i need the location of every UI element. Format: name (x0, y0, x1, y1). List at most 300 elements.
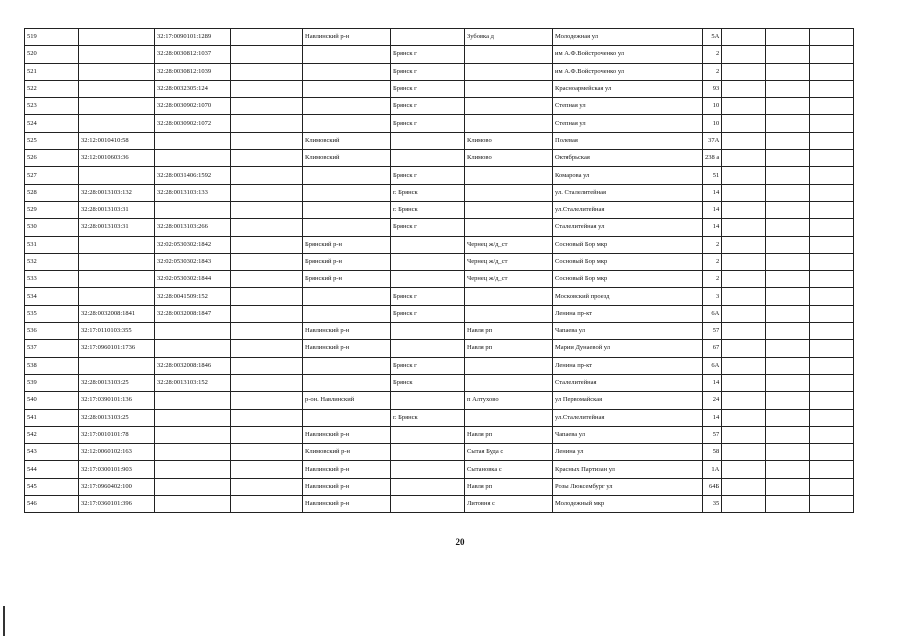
cell-empty (231, 374, 303, 391)
cell-settlement (465, 374, 553, 391)
cell-street: Марии Дунаевой ул (553, 340, 703, 357)
cell-empty (722, 426, 766, 443)
cell-district (303, 98, 391, 115)
cell-empty (231, 98, 303, 115)
cell-empty (722, 305, 766, 322)
cell-empty (810, 374, 854, 391)
cell-empty (231, 80, 303, 97)
cell-house: 2 (703, 236, 722, 253)
cell-empty (766, 236, 810, 253)
cell-cadastral-a (79, 80, 155, 97)
cell-street: Молодежный мкр (553, 496, 703, 513)
cell-cadastral-b: 32:28:0031406:1592 (155, 167, 231, 184)
cell-street: Ленина пр-кт (553, 305, 703, 322)
cell-city (391, 478, 465, 495)
cell-empty (810, 357, 854, 374)
cell-settlement (465, 63, 553, 80)
cell-street: Красных Партизан ул (553, 461, 703, 478)
table-row (25, 340, 854, 357)
table-row (25, 132, 854, 149)
cell-empty (810, 288, 854, 305)
cell-street: Октябрьская (553, 150, 703, 167)
cell-empty (231, 288, 303, 305)
cell-city: Брянск г (391, 357, 465, 374)
cell-empty (722, 496, 766, 513)
cell-cadastral-b (155, 461, 231, 478)
cell-empty (231, 132, 303, 149)
cell-settlement: Климово (465, 150, 553, 167)
cell-street: Розы Люксембург ул (553, 478, 703, 495)
table-row (25, 409, 854, 426)
cell-street: Чапаева ул (553, 426, 703, 443)
cell-city: Брянск г (391, 115, 465, 132)
cell-settlement: Климово (465, 132, 553, 149)
cell-cadastral-b: 32:02:0530302:1842 (155, 236, 231, 253)
cell-district: Навлинский р-н (303, 478, 391, 495)
cell-number: 541 (25, 409, 79, 426)
cell-cadastral-b (155, 496, 231, 513)
cell-house: 14 (703, 409, 722, 426)
cell-city (391, 132, 465, 149)
cell-street: Сосновый Бор мкр (553, 236, 703, 253)
cell-city (391, 461, 465, 478)
cell-district (303, 409, 391, 426)
table-row (25, 357, 854, 374)
cell-number: 542 (25, 426, 79, 443)
cell-cadastral-b: 32:28:0032008:1846 (155, 357, 231, 374)
cell-number: 522 (25, 80, 79, 97)
cell-empty (810, 63, 854, 80)
cell-city: Брянск г (391, 98, 465, 115)
cell-number: 536 (25, 323, 79, 340)
cell-district (303, 374, 391, 391)
table-row (25, 253, 854, 270)
cell-cadastral-a (79, 63, 155, 80)
cell-district (303, 357, 391, 374)
cell-district (303, 80, 391, 97)
cell-settlement (465, 219, 553, 236)
cell-empty (766, 357, 810, 374)
cell-empty (231, 357, 303, 374)
cell-empty (231, 219, 303, 236)
cell-empty (722, 374, 766, 391)
table-row (25, 323, 854, 340)
cell-cadastral-a: 32:12:0010603:36 (79, 150, 155, 167)
cell-empty (766, 288, 810, 305)
cell-city (391, 253, 465, 270)
cell-empty (722, 461, 766, 478)
cell-empty (722, 253, 766, 270)
cell-empty (231, 496, 303, 513)
cell-cadastral-a: 32:12:0010410:58 (79, 132, 155, 149)
cell-empty (766, 98, 810, 115)
cell-district (303, 167, 391, 184)
cell-house: 35 (703, 496, 722, 513)
cell-city: г. Брянск (391, 201, 465, 218)
cell-empty (810, 46, 854, 63)
cell-number: 529 (25, 201, 79, 218)
table-row (25, 496, 854, 513)
cell-cadastral-b: 32:28:0030812:1039 (155, 63, 231, 80)
registry-table (24, 28, 854, 513)
cell-number: 530 (25, 219, 79, 236)
cell-district (303, 63, 391, 80)
cell-city (391, 392, 465, 409)
cell-street: Ленина пр-кт (553, 357, 703, 374)
cell-house: 6А (703, 305, 722, 322)
cell-house: 1А (703, 461, 722, 478)
cell-cadastral-a: 32:17:0960402:100 (79, 478, 155, 495)
cell-settlement (465, 288, 553, 305)
cell-cadastral-a: 32:17:0110103:355 (79, 323, 155, 340)
cell-number: 543 (25, 444, 79, 461)
cell-number: 546 (25, 496, 79, 513)
table-row (25, 305, 854, 322)
cell-empty (231, 184, 303, 201)
cell-cadastral-b: 32:28:0030812:1037 (155, 46, 231, 63)
cell-district: Навлинский р-н (303, 426, 391, 443)
cell-empty (766, 444, 810, 461)
cell-empty (231, 115, 303, 132)
cell-cadastral-a: 32:17:0960101:1736 (79, 340, 155, 357)
cell-cadastral-b (155, 444, 231, 461)
cell-empty (766, 374, 810, 391)
cell-empty (231, 340, 303, 357)
cell-empty (722, 409, 766, 426)
cell-empty (810, 80, 854, 97)
cell-settlement: Сытановка с (465, 461, 553, 478)
cell-district: Навлинский р-н (303, 29, 391, 46)
cell-house: 2 (703, 63, 722, 80)
cell-empty (810, 323, 854, 340)
cell-empty (231, 478, 303, 495)
cell-city: г. Брянск (391, 184, 465, 201)
cell-number: 527 (25, 167, 79, 184)
table-row (25, 167, 854, 184)
cell-house: 37А (703, 132, 722, 149)
cell-number: 539 (25, 374, 79, 391)
cell-cadastral-a: 32:28:0013103:31 (79, 201, 155, 218)
cell-settlement: Навля рп (465, 340, 553, 357)
cell-district: Брянский р-н (303, 271, 391, 288)
cell-city (391, 444, 465, 461)
cell-district: Навлинский р-н (303, 323, 391, 340)
cell-empty (231, 29, 303, 46)
cell-cadastral-b (155, 409, 231, 426)
cell-empty (766, 461, 810, 478)
cell-street: Красноармейская ул (553, 80, 703, 97)
cell-empty (810, 219, 854, 236)
cell-cadastral-a (79, 357, 155, 374)
cell-settlement (465, 357, 553, 374)
cell-empty (766, 184, 810, 201)
cell-empty (810, 98, 854, 115)
cell-settlement: Навля рп (465, 426, 553, 443)
scan-edge-mark (3, 606, 5, 636)
cell-empty (231, 46, 303, 63)
cell-cadastral-a: 32:17:0300101:903 (79, 461, 155, 478)
cell-empty (231, 253, 303, 270)
cell-cadastral-a: 32:17:0010101:78 (79, 426, 155, 443)
cell-empty (722, 132, 766, 149)
cell-district (303, 115, 391, 132)
cell-cadastral-a: 32:28:0032008:1841 (79, 305, 155, 322)
cell-cadastral-b (155, 150, 231, 167)
cell-empty (766, 167, 810, 184)
cell-number: 531 (25, 236, 79, 253)
cell-cadastral-b: 32:28:0013103:152 (155, 374, 231, 391)
table-row (25, 392, 854, 409)
table-row (25, 29, 854, 46)
cell-empty (810, 167, 854, 184)
cell-settlement (465, 115, 553, 132)
cell-empty (810, 236, 854, 253)
cell-house: 2 (703, 271, 722, 288)
cell-number: 524 (25, 115, 79, 132)
cell-empty (766, 63, 810, 80)
table-row (25, 201, 854, 218)
cell-empty (231, 305, 303, 322)
cell-cadastral-a (79, 271, 155, 288)
cell-cadastral-a: 32:28:0013103:25 (79, 409, 155, 426)
table-row (25, 46, 854, 63)
cell-cadastral-b (155, 201, 231, 218)
cell-district: Навлинский р-н (303, 340, 391, 357)
cell-city (391, 150, 465, 167)
table-row (25, 63, 854, 80)
cell-cadastral-b (155, 426, 231, 443)
cell-empty (722, 444, 766, 461)
cell-empty (231, 426, 303, 443)
table-row (25, 236, 854, 253)
cell-empty (231, 461, 303, 478)
cell-empty (722, 29, 766, 46)
cell-cadastral-a (79, 115, 155, 132)
cell-empty (766, 115, 810, 132)
cell-cadastral-a (79, 29, 155, 46)
cell-empty (722, 98, 766, 115)
cell-empty (810, 201, 854, 218)
cell-empty (766, 409, 810, 426)
cell-number: 521 (25, 63, 79, 80)
registry-body (25, 29, 854, 513)
cell-empty (722, 184, 766, 201)
cell-number: 523 (25, 98, 79, 115)
cell-empty (766, 305, 810, 322)
cell-empty (766, 340, 810, 357)
cell-house: 6А (703, 357, 722, 374)
cell-house: 57 (703, 323, 722, 340)
cell-empty (766, 271, 810, 288)
cell-settlement: Навля рп (465, 478, 553, 495)
cell-house: 14 (703, 219, 722, 236)
cell-house: 5А (703, 29, 722, 46)
cell-city: Брянск г (391, 288, 465, 305)
cell-number: 519 (25, 29, 79, 46)
cell-house: 58 (703, 444, 722, 461)
cell-street: Полевая (553, 132, 703, 149)
cell-cadastral-a (79, 46, 155, 63)
cell-cadastral-a (79, 288, 155, 305)
cell-cadastral-b (155, 478, 231, 495)
cell-empty (722, 288, 766, 305)
cell-empty (722, 115, 766, 132)
cell-empty (810, 29, 854, 46)
cell-empty (766, 323, 810, 340)
cell-empty (810, 496, 854, 513)
table-row (25, 271, 854, 288)
cell-settlement (465, 184, 553, 201)
page-number: 20 (455, 537, 465, 547)
cell-district: Климовский р-н (303, 444, 391, 461)
cell-empty (722, 63, 766, 80)
cell-street: Чапаева ул (553, 323, 703, 340)
cell-empty (766, 392, 810, 409)
cell-number: 534 (25, 288, 79, 305)
cell-empty (722, 323, 766, 340)
cell-number: 533 (25, 271, 79, 288)
cell-empty (722, 150, 766, 167)
cell-number: 538 (25, 357, 79, 374)
cell-street: Сталелитейная (553, 374, 703, 391)
cell-district: р-он. Навлинский (303, 392, 391, 409)
cell-empty (722, 46, 766, 63)
cell-cadastral-a: 32:28:0013103:31 (79, 219, 155, 236)
cell-empty (810, 115, 854, 132)
cell-number: 545 (25, 478, 79, 495)
cell-street: Сосновый Бор мкр (553, 271, 703, 288)
cell-empty (231, 444, 303, 461)
cell-street: ул. Сталелитейная (553, 184, 703, 201)
cell-city (391, 426, 465, 443)
cell-city (391, 496, 465, 513)
cell-city (391, 340, 465, 357)
cell-district (303, 184, 391, 201)
cell-district (303, 201, 391, 218)
cell-settlement (465, 46, 553, 63)
cell-house: 10 (703, 115, 722, 132)
cell-empty (231, 392, 303, 409)
cell-empty (231, 167, 303, 184)
cell-cadastral-a (79, 167, 155, 184)
cell-cadastral-b: 32:28:0032305:124 (155, 80, 231, 97)
cell-empty (810, 392, 854, 409)
cell-empty (766, 150, 810, 167)
cell-number: 537 (25, 340, 79, 357)
cell-settlement (465, 98, 553, 115)
cell-cadastral-a (79, 236, 155, 253)
cell-district (303, 219, 391, 236)
cell-city: Брянск г (391, 219, 465, 236)
table-row (25, 444, 854, 461)
cell-house: 2 (703, 253, 722, 270)
cell-street: ул.Сталелитейная (553, 201, 703, 218)
cell-house: 64Б (703, 478, 722, 495)
cell-settlement: Литовня с (465, 496, 553, 513)
cell-cadastral-b (155, 323, 231, 340)
cell-district (303, 46, 391, 63)
cell-settlement: Чернец ж/д_ст (465, 253, 553, 270)
cell-street: Степная ул (553, 98, 703, 115)
cell-cadastral-b: 32:17:0090101:1289 (155, 29, 231, 46)
cell-district: Климовский (303, 132, 391, 149)
cell-empty (810, 150, 854, 167)
table-row (25, 115, 854, 132)
table-row (25, 184, 854, 201)
cell-number: 544 (25, 461, 79, 478)
cell-street: Молодежная ул (553, 29, 703, 46)
cell-empty (231, 271, 303, 288)
cell-empty (722, 219, 766, 236)
cell-settlement: Чернец ж/д_ст (465, 271, 553, 288)
table-row (25, 80, 854, 97)
cell-settlement: Зубовка д (465, 29, 553, 46)
table-row (25, 150, 854, 167)
cell-street: Комарова ул (553, 167, 703, 184)
cell-city: Брянск г (391, 80, 465, 97)
cell-cadastral-a: 32:28:0013103:132 (79, 184, 155, 201)
cell-empty (766, 426, 810, 443)
table-row (25, 288, 854, 305)
cell-empty (766, 29, 810, 46)
table-row (25, 374, 854, 391)
cell-street: Московский проезд (553, 288, 703, 305)
cell-empty (810, 271, 854, 288)
table-row (25, 426, 854, 443)
cell-city (391, 323, 465, 340)
cell-city: Брянск г (391, 305, 465, 322)
cell-settlement: Чернец ж/д_ст (465, 236, 553, 253)
cell-empty (722, 478, 766, 495)
cell-cadastral-b: 32:02:0530302:1843 (155, 253, 231, 270)
cell-street: им А.Ф.Войстроченко ул (553, 46, 703, 63)
cell-empty (810, 184, 854, 201)
cell-empty (231, 323, 303, 340)
cell-empty (766, 80, 810, 97)
cell-empty (810, 340, 854, 357)
cell-empty (722, 271, 766, 288)
cell-street: Сосновый Бор мкр (553, 253, 703, 270)
cell-cadastral-b: 32:28:0032008:1847 (155, 305, 231, 322)
cell-cadastral-b (155, 340, 231, 357)
cell-district: Брянский р-н (303, 253, 391, 270)
cell-number: 540 (25, 392, 79, 409)
cell-settlement (465, 201, 553, 218)
cell-city: Брянск г (391, 63, 465, 80)
cell-district (303, 305, 391, 322)
cell-house: 57 (703, 426, 722, 443)
cell-empty (766, 496, 810, 513)
cell-empty (766, 478, 810, 495)
cell-city: Брянск г (391, 46, 465, 63)
cell-number: 525 (25, 132, 79, 149)
cell-cadastral-b: 32:28:0013103:133 (155, 184, 231, 201)
cell-settlement (465, 167, 553, 184)
cell-street: ул.Сталелитейная (553, 409, 703, 426)
table-row (25, 98, 854, 115)
cell-city: Брянск г (391, 167, 465, 184)
cell-empty (231, 409, 303, 426)
cell-cadastral-a: 32:28:0013103:25 (79, 374, 155, 391)
cell-house: 10 (703, 98, 722, 115)
cell-district: Навлинский р-н (303, 496, 391, 513)
cell-empty (810, 253, 854, 270)
cell-empty (810, 461, 854, 478)
cell-cadastral-a (79, 98, 155, 115)
cell-cadastral-a: 32:17:0390101:136 (79, 392, 155, 409)
cell-empty (231, 63, 303, 80)
cell-city (391, 271, 465, 288)
